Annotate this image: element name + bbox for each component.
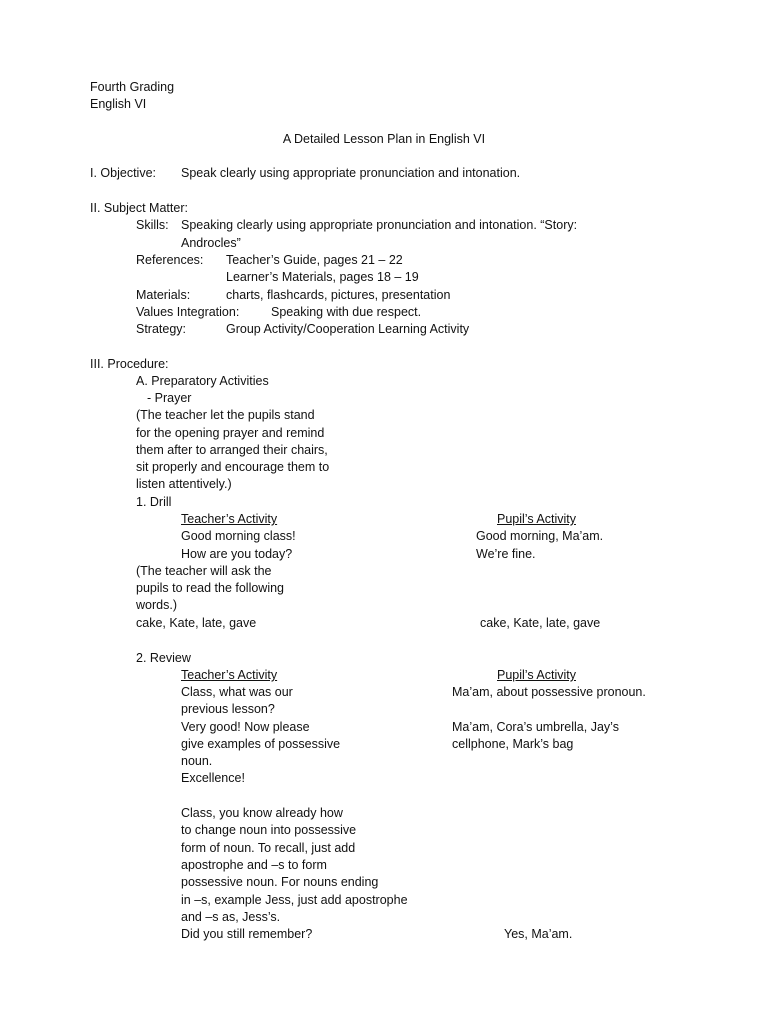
review-question: Did you still remember? [181,927,313,941]
materials-text: charts, flashcards, pictures, presentation [226,288,451,302]
strategy-label: Strategy: [136,322,187,336]
review-explanation-line: and –s as, Jess’s. [181,910,281,924]
objective-text: Speak clearly using appropriate pronunciation and intonation. [181,166,521,180]
review-pupil-answer: Ma’am, Cora’s umbrella, Jay’s [452,720,619,734]
review-teacher-line: previous lesson? [181,702,275,716]
drill-pupil-line: We’re fine. [476,547,536,561]
drill-teacher-line: Good morning class! [181,529,296,543]
prayer-note-line: them after to arranged their chairs, [136,443,328,457]
values-text: Speaking with due respect. [271,305,422,319]
references-line1: Teacher’s Guide, pages 21 – 22 [226,253,403,267]
review-teacher-line: Excellence! [181,771,245,785]
review-pupil-header: Pupil’s Activity [497,668,576,682]
references-line2: Learner’s Materials, pages 18 – 19 [226,270,419,284]
skills-text-line2: Androcles” [181,236,241,250]
skills-label: Skills: [136,218,169,232]
review-explanation-line: in –s, example Jess, just add apostrophe [181,893,408,907]
drill-heading: 1. Drill [136,495,172,509]
materials-label: Materials: [136,288,191,302]
drill-note-line: words.) [136,598,177,612]
prayer-note-line: sit properly and encourage them to [136,460,330,474]
drill-pupil-header: Pupil’s Activity [497,512,576,526]
drill-words-teacher: cake, Kate, late, gave [136,616,257,630]
subject-matter-heading: II. Subject Matter: [90,201,188,215]
skills-text-line1: Speaking clearly using appropriate pronunciation and intonation. “Story: [181,218,578,232]
references-label: References: [136,253,204,267]
drill-words-pupil: cake, Kate, late, gave [480,616,601,630]
review-explanation-line: possessive noun. For nouns ending [181,875,379,889]
prayer-label: - Prayer [147,391,192,405]
drill-note-line: (The teacher will ask the [136,564,272,578]
values-label: Values Integration: [136,305,240,319]
drill-teacher-line: How are you today? [181,547,293,561]
prayer-note-line: listen attentively.) [136,477,232,491]
grading-period: Fourth Grading [90,80,175,94]
subject-name: English VI [90,97,147,111]
review-pupil-answer: Yes, Ma’am. [504,927,573,941]
review-teacher-header: Teacher’s Activity [181,668,278,682]
review-heading: 2. Review [136,651,191,665]
prayer-note-line: (The teacher let the pupils stand [136,408,315,422]
review-pupil-answer: Ma’am, about possessive pronoun. [452,685,646,699]
review-teacher-line: noun. [181,754,213,768]
strategy-text: Group Activity/Cooperation Learning Activity [226,322,470,336]
drill-teacher-header: Teacher’s Activity [181,512,278,526]
objective-label: I. Objective: [90,166,156,180]
review-teacher-line: give examples of possessive [181,737,341,751]
page-title: A Detailed Lesson Plan in English VI [282,132,486,146]
prayer-note-line: for the opening prayer and remind [136,426,325,440]
review-teacher-line: Very good! Now please [181,720,310,734]
procedure-heading: III. Procedure: [90,357,169,371]
review-explanation-line: to change noun into possessive [181,823,357,837]
drill-pupil-line: Good morning, Ma’am. [476,529,604,543]
review-explanation-line: apostrophe and –s to form [181,858,327,872]
drill-note-line: pupils to read the following [136,581,285,595]
review-pupil-answer: cellphone, Mark’s bag [452,737,574,751]
review-teacher-line: Class, what was our [181,685,293,699]
review-explanation-line: Class, you know already how [181,806,343,820]
review-explanation-line: form of noun. To recall, just add [181,841,356,855]
preparatory-heading: A. Preparatory Activities [136,374,269,388]
